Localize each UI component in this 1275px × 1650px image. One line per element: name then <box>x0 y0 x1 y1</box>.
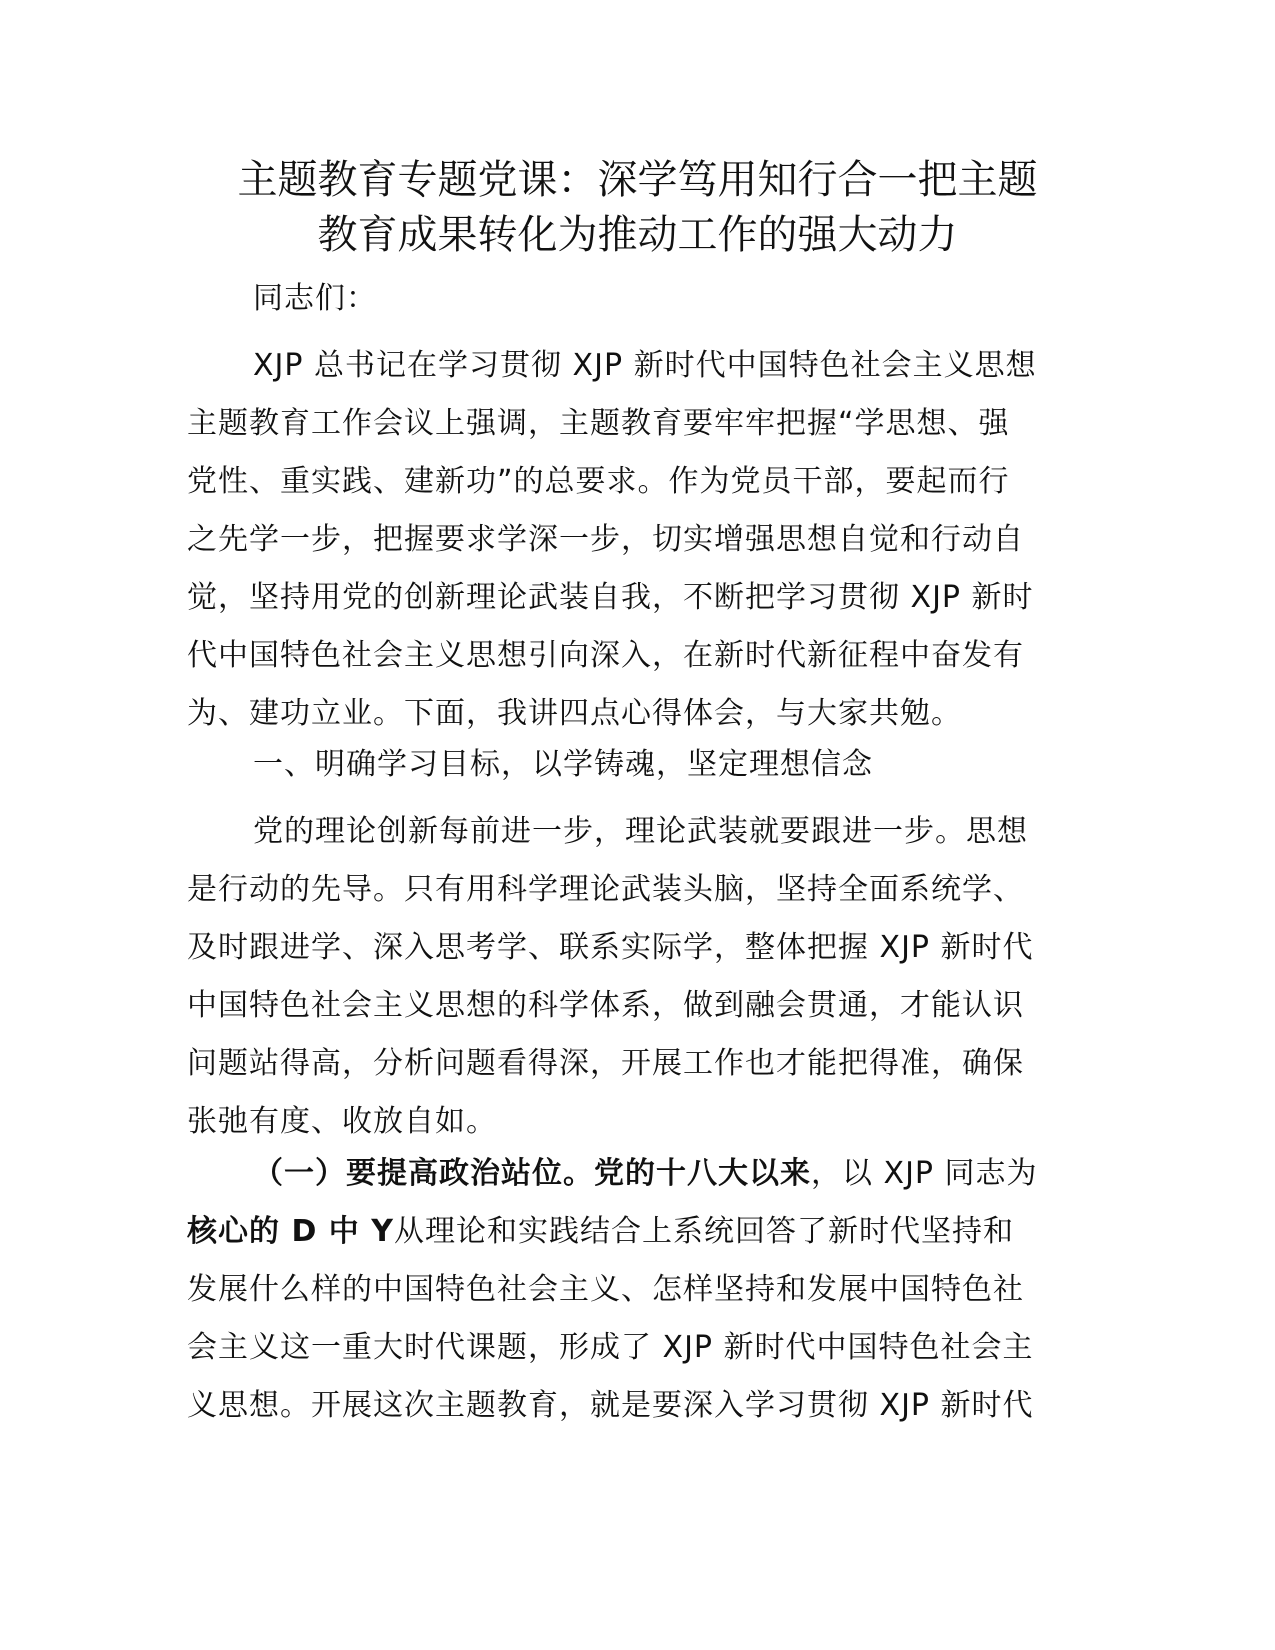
document-title-line-1: 主题教育专题党课：深学笃用知行合一把主题 <box>237 157 1038 203</box>
paragraph-2 <box>187 803 1087 1151</box>
paragraph-2-line: 问题站得高，分析问题看得深，开展工作也才能把得准，确保 <box>187 1046 1024 1081</box>
paragraph-1-line: 主题教育工作会议上强调，主题教育要牢牢把握“学思想、强 <box>187 406 1010 441</box>
paragraph-2-line: 张弛有度、收放自如。 <box>187 1104 497 1139</box>
document-title-line-2: 教育成果转化为推动工作的强大动力 <box>317 212 958 258</box>
paragraph-3-text: ，以 XJP 同志为 <box>811 1156 1038 1191</box>
paragraph-3-line: 义思想。开展这次主题教育，就是要深入学习贯彻 XJP 新时代 <box>187 1388 1034 1423</box>
paragraph-1-line: 为、建功立业。下面，我讲四点心得体会，与大家共勉。 <box>187 696 962 731</box>
paragraph-2-line: 党的理论创新每前进一步，理论武装就要跟进一步。思想 <box>253 814 1028 849</box>
salutation-text: 同志们： <box>253 281 377 316</box>
paragraph-3 <box>187 1145 1087 1435</box>
section-heading-1-text: 一、明确学习目标，以学铸魂，坚定理想信念 <box>253 747 873 782</box>
paragraph-1 <box>187 337 1087 743</box>
paragraph-1-line: XJP 总书记在学习贯彻 XJP 新时代中国特色社会主义思想 <box>253 348 1037 383</box>
section-heading-1 <box>187 736 1087 794</box>
subheading-bold-text: （一）要提高政治站位。党的十八大以来 <box>253 1156 811 1191</box>
paragraph-3-line-2 <box>187 1203 1087 1261</box>
paragraph-2-line: 及时跟进学、深入思考学、联系实际学，整体把握 XJP 新时代 <box>187 930 1034 965</box>
subheading-bold-text: 核心的 D 中 Y <box>187 1214 394 1249</box>
paragraph-2-line: 是行动的先导。只有用科学理论武装头脑，坚持全面系统学、 <box>187 872 1024 907</box>
paragraph-1-line: 党性、重实践、建新功”的总要求。作为党员干部，要起而行 <box>187 464 1010 499</box>
paragraph-1-line: 代中国特色社会主义思想引向深入，在新时代新征程中奋发有 <box>187 638 1024 673</box>
salutation <box>187 270 1087 328</box>
paragraph-1-line: 之先学一步，把握要求学深一步，切实增强思想自觉和行动自 <box>187 522 1024 557</box>
paragraph-3-line: 会主义这一重大时代课题，形成了 XJP 新时代中国特色社会主 <box>187 1330 1034 1365</box>
paragraph-3-line-1 <box>187 1145 1087 1203</box>
paragraph-3-line: 发展什么样的中国特色社会主义、怎样坚持和发展中国特色社 <box>187 1272 1024 1307</box>
paragraph-3-text: 从理论和实践结合上系统回答了新时代坚持和 <box>393 1214 1014 1249</box>
paragraph-1-line: 觉，坚持用党的创新理论武装自我，不断把学习贯彻 XJP 新时 <box>187 580 1034 615</box>
paragraph-2-line: 中国特色社会主义思想的科学体系，做到融会贯通，才能认识 <box>187 988 1024 1023</box>
